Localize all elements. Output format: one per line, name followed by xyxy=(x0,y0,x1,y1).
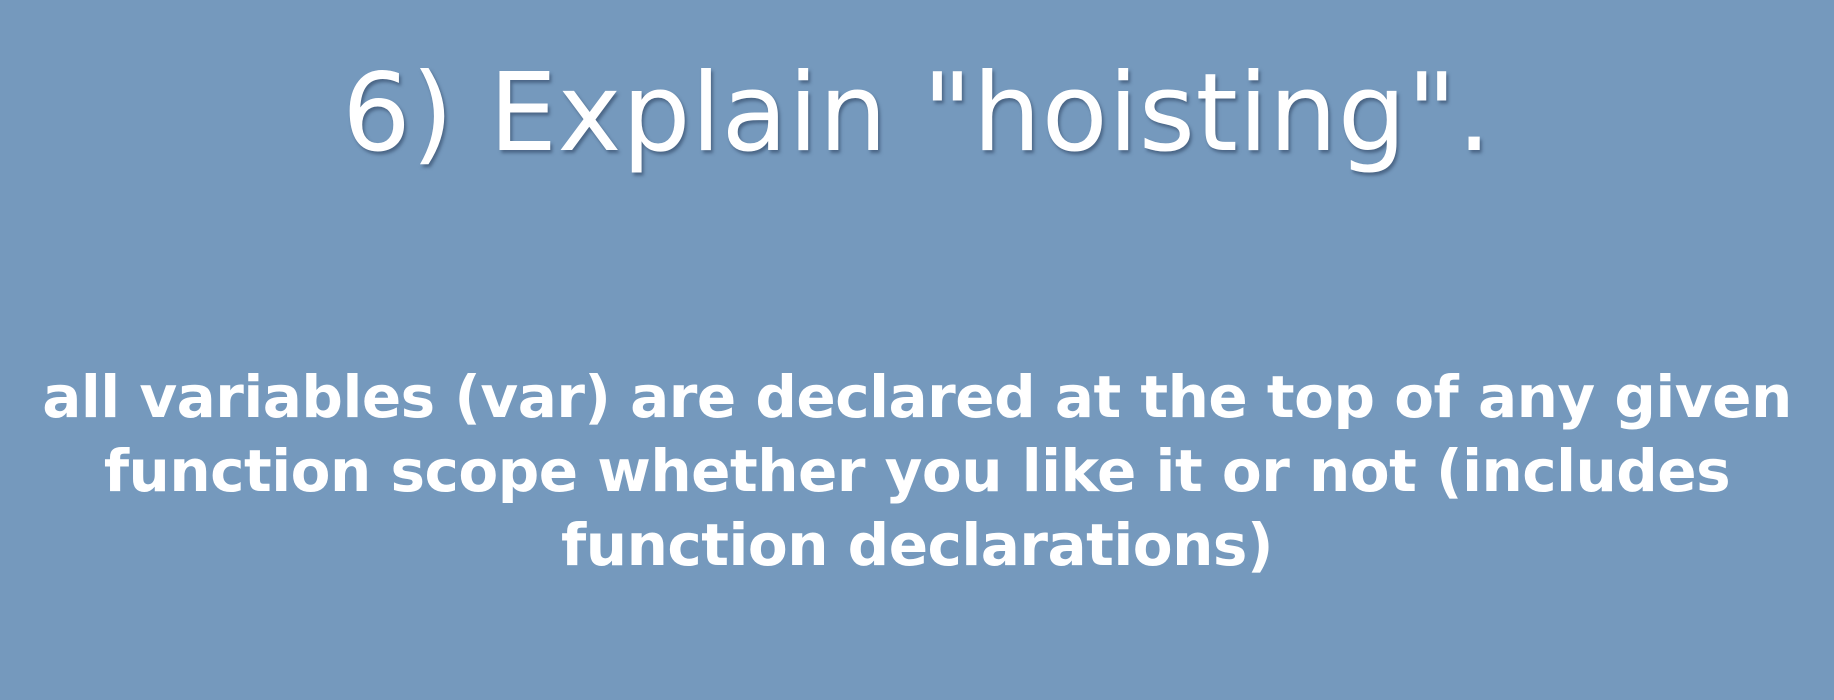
body-line-1: all variables (var) are declared at the top of any given xyxy=(42,363,1792,431)
slide-title: 6) Explain "hoisting". xyxy=(342,51,1492,176)
slide-body xyxy=(0,360,1834,583)
body-line-2: function scope whether you like it or not (includes xyxy=(103,437,1731,506)
body-line-3: function declarations) xyxy=(561,511,1273,580)
